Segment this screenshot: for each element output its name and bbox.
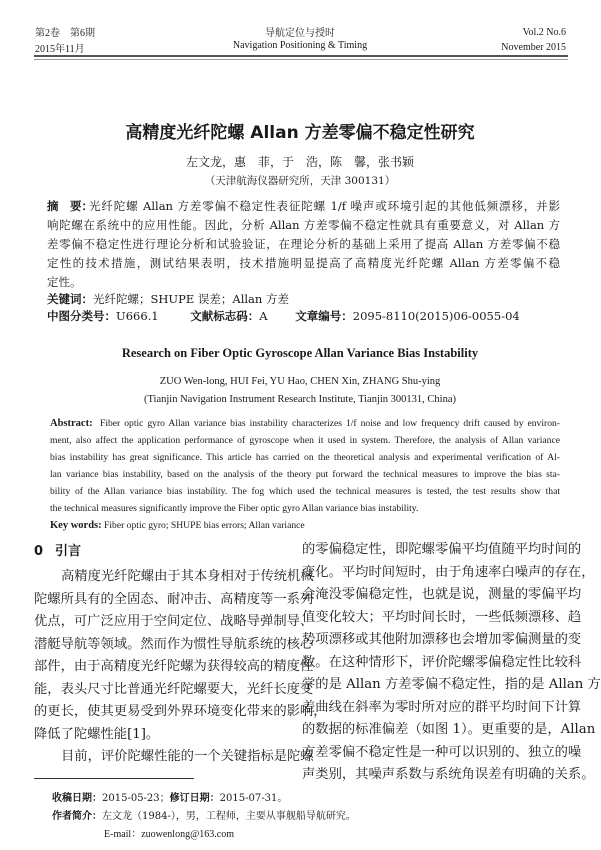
body-line: 目前，评价陀螺性能的一个关键指标是陀螺 xyxy=(61,749,314,764)
abstract-cn-line: 响陀螺在系统中的应用性能。因此，分析 Allan 方差零偏不稳定性就具有重要意义，对 Allan 方 xyxy=(47,218,560,232)
authors-cn: 左文龙，惠 菲，于 浩，陈 馨，张书颖 xyxy=(185,155,414,169)
header-rule-thin xyxy=(34,59,568,60)
section-title: 引言 xyxy=(55,544,82,559)
clc-label: 中图分类号： xyxy=(47,309,116,323)
author-email: E-mail：zuowenlong@163.com xyxy=(104,829,235,840)
abstract-en-line: bias instability has great significance. This article has carried on the theoretical analysis and experimental verification of Al- xyxy=(50,452,560,463)
doc-code-value: A xyxy=(259,309,268,323)
paper-title-cn: 高精度光纤陀螺 Allan 方差零偏不稳定性研究 xyxy=(125,123,475,143)
body-line: 的数据的标准偏差（如图 1）。更重要的是，Allan xyxy=(302,722,596,737)
journal-name-cn: 导航定位与授时 xyxy=(265,28,335,39)
header-rule xyxy=(34,55,568,57)
abstract-en-line: bility of the Allan variance bias instability. The fog which used the technical measures is tested, the test results show that xyxy=(50,486,560,497)
body-line: 的零偏稳定性，即陀螺零偏平均值随平均时间的 xyxy=(302,542,582,557)
body-line: 能，表头尺寸比普通光纤陀螺要大，光纤长度变 xyxy=(34,681,314,697)
revised-label: 修订日期： xyxy=(169,793,220,804)
body-line: 部件，由于高精度光纤陀螺为获得较高的精度性 xyxy=(34,659,314,674)
author-bio-value: 左文龙（1984-），男，工程师，主要从事舰船导航研究。 xyxy=(102,811,356,822)
footnote-author xyxy=(52,808,356,826)
footnote-dates xyxy=(52,790,356,808)
abstract-en-line: Fiber optic gyro Allan variance bias instability characterizes 1/f noise and low frequency drift caused by environ- xyxy=(100,418,560,429)
volume-issue-en: Vol.2 No.6 xyxy=(522,27,566,38)
keywords-en-value: Fiber optic gyro; SHUPE bias errors; Allan variance xyxy=(104,520,305,531)
paper-title-en: Research on Fiber Optic Gyroscope Allan Variance Bias Instability xyxy=(121,346,479,360)
body-line: 陀螺所具有的全固态、耐冲击、高精度等一系列 xyxy=(34,591,314,607)
abstract-en-line: ment, also affect the application performance of gyroscope when it used in system. Therefore, the analysis of Allan variance xyxy=(50,435,560,446)
body-line: 数。在这种情形下，评价陀螺零偏稳定性比较科 xyxy=(302,654,582,670)
affiliation-cn: （天津航海仪器研究所，天津 300131） xyxy=(204,175,396,187)
revised-value: 2015-07-31。 xyxy=(219,793,288,804)
abstract-en xyxy=(50,415,560,534)
body-line: 高精度光纤陀螺由于其本身相对于传统机械 xyxy=(61,569,314,584)
abstract-en-line: the technical measures significantly improve the Fiber optic gyro Allan variance bias instability. xyxy=(50,503,419,514)
footnote-rule xyxy=(34,778,194,779)
body-line: 方差零偏不稳定性是一种可以识别的、独立的噪 xyxy=(302,744,582,760)
author-bio-label: 作者简介： xyxy=(52,811,102,822)
received-value: 2015-05-23； xyxy=(102,793,170,804)
abstract-en-line: lan variance bias instability, based on the analysis of the theory put forward the technical measures to improve the bias sta- xyxy=(50,469,560,480)
doc-code-label: 文献标志码： xyxy=(190,309,260,323)
left-column xyxy=(34,566,327,769)
section-heading xyxy=(34,540,81,559)
body-line: 会淹没零偏稳定性，也就是说，测量的零偏平均 xyxy=(302,587,582,602)
classification-info xyxy=(47,308,520,324)
journal-name-en: Navigation Positioning & Timing xyxy=(232,40,368,51)
abstract-cn-label: 摘 要： xyxy=(47,199,93,213)
body-line: 学的是 Allan 方差零偏不稳定性，指的是 Allan 方 xyxy=(302,677,601,692)
keywords-en-label: Key words: xyxy=(50,520,102,531)
section-number: 0 xyxy=(34,544,44,559)
keywords-en xyxy=(50,517,560,534)
abstract-en-label: Abstract: xyxy=(50,418,93,429)
body-line: 的更长，使其更易受到外界环境变化带来的影响， xyxy=(34,704,327,719)
body-line: 降低了陀螺性能[1]。 xyxy=(34,726,160,742)
date-en: November 2015 xyxy=(501,42,566,53)
abstract-cn-line: 定性。 xyxy=(47,275,82,289)
abstract-cn-line: 光纤陀螺 Allan 方差零偏不稳定性表征陀螺 1/f 噪声或环境引起的其他低频漂移，并影 xyxy=(89,199,560,213)
abstract-cn xyxy=(47,197,560,292)
affiliation-en: (Tianjin Navigation Instrument Research Institute, Tianjin 300131, China) xyxy=(144,394,456,405)
body-line: 值变化较大；平均时间长时，一些低频漂移、趋 xyxy=(302,609,582,625)
footnote xyxy=(52,790,356,844)
body-line: 变化。平均时间短时，由于角速率白噪声的存在， xyxy=(302,564,595,580)
keywords-cn-label: 关键词： xyxy=(47,292,93,306)
volume-issue-cn: 第2卷 第6期 xyxy=(35,28,95,39)
abstract-cn-line: 定性的技术措施，测试结果表明，技术措施明显提高了高精度光纤陀螺 Allan 方差零偏不稳 xyxy=(47,256,560,270)
right-column xyxy=(302,539,601,787)
body-line: 差曲线在斜率为零时所对应的群平均时间下计算 xyxy=(302,699,582,715)
body-line: 优点，可广泛应用于空间定位、战略导弹制导、 xyxy=(34,614,314,629)
authors-en: ZUO Wen-long, HUI Fei, YU Hao, CHEN Xin, ZHANG Shu-ying xyxy=(159,376,441,387)
keywords-cn xyxy=(47,291,289,307)
keywords-cn-value: 光纤陀螺；SHUPE 误差；Allan 方差 xyxy=(93,292,289,306)
body-line: 潜艇导航等领域。然而作为惯性导航系统的核心 xyxy=(34,636,314,652)
clc-value: U666.1 xyxy=(116,309,159,323)
article-number-label: 文章编号： xyxy=(295,309,353,323)
received-label: 收稿日期： xyxy=(52,793,102,804)
article-number-value: 2095-8110(2015)06-0055-04 xyxy=(352,309,520,323)
abstract-cn-line: 差零偏不稳定性进行理论分析和试验验证，在理论分析的基础上采用了提高 Allan 方差零偏不稳 xyxy=(47,237,560,251)
date-cn: 2015年11月 xyxy=(35,44,85,55)
body-line: 势项漂移或其他附加漂移也会增加零偏测量的变 xyxy=(302,632,582,647)
body-line: 声类别，其噪声系数与系统角误差有明确的关系。 xyxy=(302,767,595,782)
